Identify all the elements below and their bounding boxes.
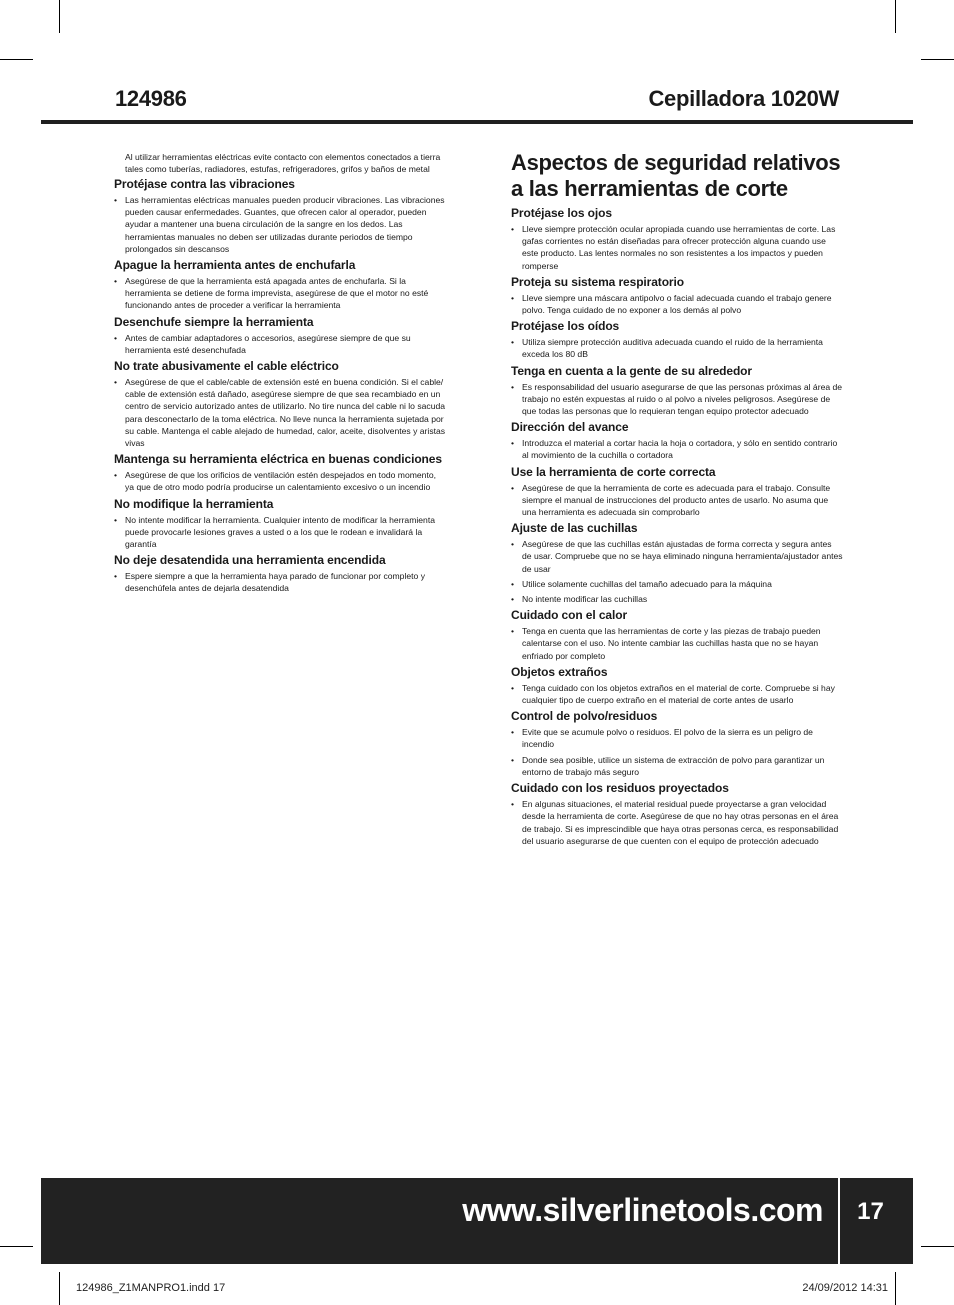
bullet-item: • Lleve siempre protección ocular apropiada cuando use herramientas de corte. Las gafas corrientes no están diseñadas para ofrecer protección alguna cuando use este producto. Las lentes normales no son resistentes a los impactos y pueden romperse	[511, 223, 843, 272]
crop-mark	[895, 0, 896, 33]
product-title: Cepilladora 1020W	[648, 86, 839, 111]
subsection-heading: No trate abusivamente el cable eléctrico	[114, 359, 339, 374]
subsection-heading: Ajuste de las cuchillas	[511, 521, 638, 536]
right-sections	[511, 206, 843, 847]
crop-mark	[921, 59, 954, 60]
bullet-item: • En algunas situaciones, el material residual puede proyectarse a gran velocidad desde la herramienta de corte. Asegúrese de que no hay otras personas en el área de trabajo. Si es imprescindible que haya otras personas cerca, es responsabilidad del usuario asegurarse de que cuenten con el equipo de protección adecuado	[511, 798, 843, 847]
subsection-heading: Protéjase contra las vibraciones	[114, 177, 295, 191]
bullet-item: • Introduzca el material a cortar hacia la hoja o cortadora, y sólo en sentido contrario al movimiento de la cuchilla o cortadora	[511, 437, 843, 461]
right-column	[511, 151, 843, 850]
header-rule	[41, 120, 913, 124]
bullet-item: • Antes de cambiar adaptadores o accesorios, asegúrese siempre de que su herramienta esté desenchufada	[114, 332, 447, 356]
subsection-heading: Control de polvo/residuos	[511, 709, 658, 724]
intro-text: Al utilizar herramientas eléctricas evite contacto con elementos conectados a tierra tales como tuberías, radiadores, estufas, refrigeradores, grifos y baños de metal	[125, 152, 441, 174]
bullet-list	[511, 482, 843, 519]
bullet-item: • Lleve siempre una máscara antipolvo o facial adecuada cuando el trabajo genere polvo. Tenga cuidado de no exponer a los demás al polvo	[511, 292, 843, 316]
left-column	[114, 151, 447, 598]
bullet-item: • Asegúrese de que los orificios de ventilación estén despejados en todo momento, ya que de otro modo podría producirse un calentamiento excesivo o un incendio	[114, 469, 447, 493]
crop-mark	[59, 1272, 60, 1305]
bullet-list	[511, 798, 843, 847]
bullet-item: • Asegúrese de que la herramienta está apagada antes de enchufarla. Si la herramienta se detiene de forma imprevista, asegúrese de que el motor no esté funcionando antes de proceder a verificar la herramienta	[114, 275, 447, 312]
website-url[interactable]: www.silverlinetools.com	[462, 1192, 823, 1228]
bullet-item: • No intente modificar las cuchillas	[511, 593, 843, 605]
bullet-list	[114, 194, 447, 255]
slug-date: 24/09/2012 14:31	[802, 1282, 888, 1294]
bullet-list	[511, 223, 843, 272]
bullet-item: • No intente modificar la herramienta. Cualquier intento de modificar la herramienta puede provocarle lesiones graves a usted o a los que le rodean e invalidará la garantía	[114, 514, 447, 551]
subsection-heading: No modifique la herramienta	[114, 496, 274, 511]
section-title-line: a las herramientas de corte	[511, 176, 788, 201]
bullet-list	[114, 570, 447, 594]
subsection-heading: Tenga en cuenta a la gente de su alrededor	[511, 363, 752, 378]
bullet-item: • Tenga en cuenta que las herramientas de corte y las piezas de trabajo pueden calentarse con el uso. No intente cambiar las cuchillas hasta que no se hayan enfriado por completo	[511, 625, 843, 662]
subsection-heading: Objetos extraños	[511, 664, 608, 679]
subsection-heading: Dirección del avance	[511, 420, 629, 435]
bullet-list	[511, 625, 843, 662]
bullet-list	[511, 726, 843, 778]
subsection-heading: Protéjase los ojos	[511, 206, 612, 220]
bullet-item: • Donde sea posible, utilice un sistema de extracción de polvo para garantizar un entorno de trabajo más seguro	[511, 754, 843, 778]
bullet-list	[114, 376, 447, 449]
footer-bar	[41, 1178, 913, 1264]
bullet-list	[511, 292, 843, 316]
bullet-item: • Utiliza siempre protección auditiva adecuada cuando el ruido de la herramienta exceda los 80 dB	[511, 336, 843, 360]
subsection-heading: Apague la herramienta antes de enchufarla	[114, 258, 356, 273]
slug-file: 124986_Z1MANPRO1.indd 17	[76, 1282, 226, 1294]
subsection-heading: No deje desatendida una herramienta encendida	[114, 553, 386, 568]
crop-mark	[0, 59, 33, 60]
section-title-line: Aspectos de seguridad relativos	[511, 150, 841, 175]
page-number: 17	[857, 1198, 884, 1225]
crop-mark	[895, 1272, 896, 1305]
subsection-heading: Cuidado con el calor	[511, 608, 628, 623]
left-sections	[114, 177, 447, 595]
bullet-item: • Evite que se acumule polvo o residuos. El polvo de la sierra es un peligro de incendio	[511, 726, 843, 750]
bullet-list	[114, 469, 447, 493]
subsection-heading: Mantenga su herramienta eléctrica en buenas condiciones	[114, 452, 442, 467]
bullet-list	[114, 514, 447, 551]
bullet-list	[511, 336, 843, 360]
bullet-list	[511, 381, 843, 418]
bullet-item: • Utilice solamente cuchillas del tamaño adecuado para la máquina	[511, 578, 843, 590]
crop-mark	[59, 0, 60, 33]
crop-mark	[0, 1246, 33, 1247]
subsection-heading: Desenchufe siempre la herramienta	[114, 314, 314, 329]
bullet-list	[511, 682, 843, 706]
section-title	[511, 150, 843, 202]
bullet-item: • Espere siempre a que la herramienta haya parado de funcionar por completo y desenchúfela antes de dejarla desatendida	[114, 570, 447, 594]
crop-mark	[921, 1246, 954, 1247]
bullet-item: • Es responsabilidad del usuario asegurarse de que las personas próximas al área de trabajo no estén expuestas al ruido o al polvo a niveles peligrosos. Asegúrese de que todas las personas que lo requieran tengan equipo protector adecuado	[511, 381, 843, 418]
subsection-heading: Use la herramienta de corte correcta	[511, 464, 716, 479]
bullet-item: • Las herramientas eléctricas manuales pueden producir vibraciones. Las vibraciones pueden causar enfermedades. Guantes, que ofrecen calor al operador, pueden ayudar a mantener una buena circulación de la sangre en los dedos. Las herramientas manuales no deben ser utilizadas durante periodos de tiempo prolongados sin descansos	[114, 194, 447, 255]
bullet-list	[511, 538, 843, 605]
bullet-list	[114, 332, 447, 356]
bullet-item: • Asegúrese de que las cuchillas están ajustadas de forma correcta y segura antes de usar. Compruebe que no se haya eliminado ninguna herramienta/ajustador antes de usar	[511, 538, 843, 575]
bullet-list	[114, 275, 447, 312]
bullet-item: • Asegúrese de que el cable/cable de extensión esté en buena condición. Si el cable/ cable de extensión está dañado, asegúrese siempre de que sea recambiado en un centro de servicio autorizado antes de utilizarlo. No tire nunca del cable ni lo sacuda para desconectarlo de la toma eléctrica. No lleve nunca la herramienta sujetada por su cable. Mantenga el cable alejado de humedad, calor, aceite, disolventes y aristas vivas	[114, 376, 447, 449]
subsection-heading: Proteja su sistema respiratorio	[511, 274, 684, 289]
subsection-heading: Cuidado con los residuos proyectados	[511, 781, 729, 796]
bullet-item: • Asegúrese de que la herramienta de corte es adecuada para el trabajo. Consulte siempre el manual de instrucciones del producto antes de usarlo. No asuma que una herramienta es adecuada sin comprobarlo	[511, 482, 843, 519]
bullet-item: • Tenga cuidado con los objetos extraños en el material de corte. Compruebe si hay cualquier tipo de cuerpo extraño en el material de corte antes de usarlo	[511, 682, 843, 706]
subsection-heading: Protéjase los oídos	[511, 319, 620, 334]
bullet-list	[511, 437, 843, 461]
product-code: 124986	[115, 86, 187, 111]
